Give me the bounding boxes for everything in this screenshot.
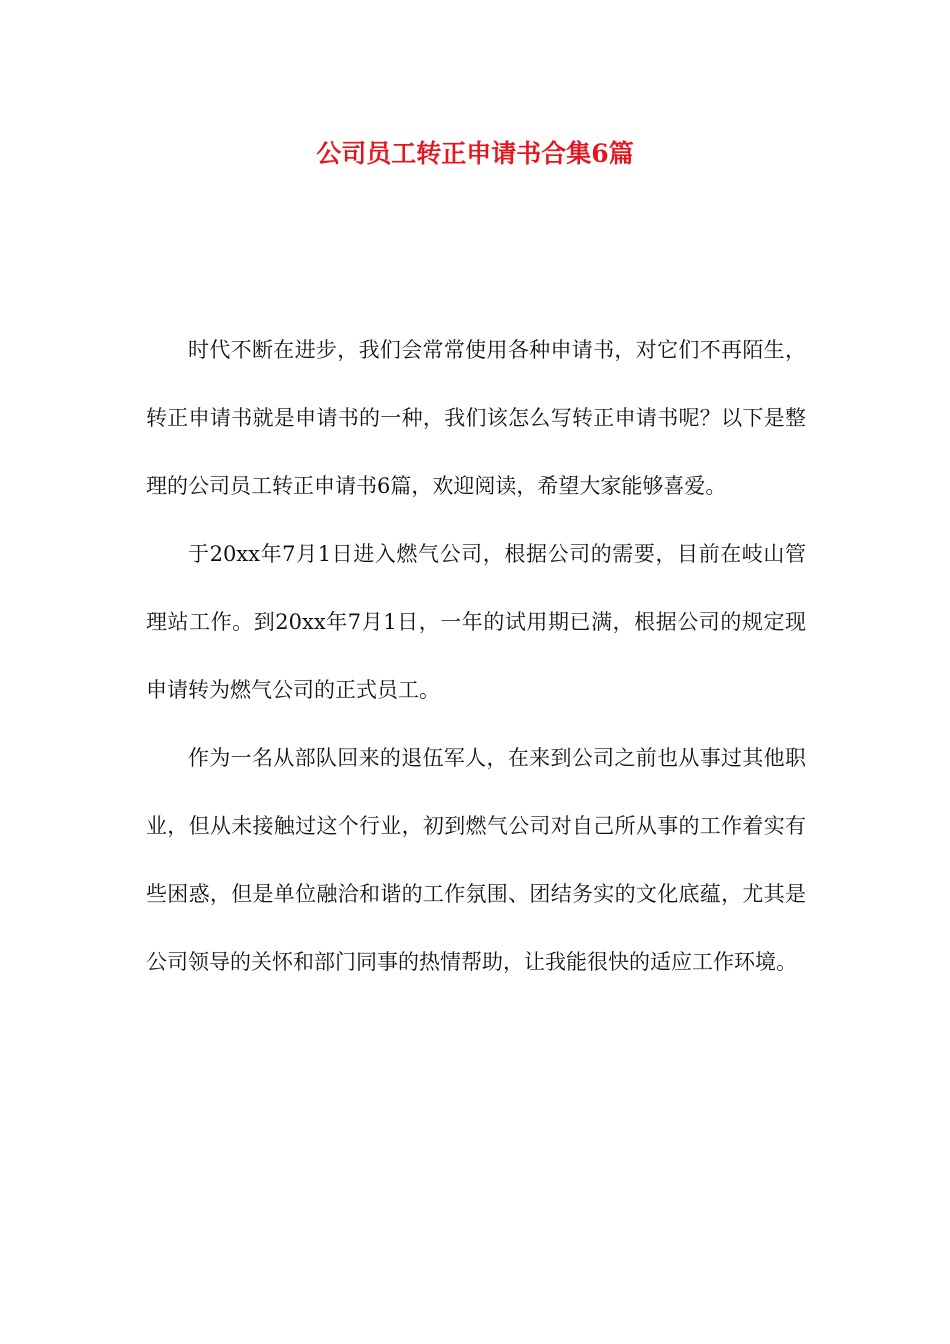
document-title: 公司员工转正申请书合集6篇 <box>316 139 634 168</box>
document-body <box>146 316 806 996</box>
paragraph-experience: 作为一名从部队回来的退伍军人，在来到公司之前也从事过其他职业，但从未接触过这个行业，初到燃气公司对自己所从事的工作着实有些困惑，但是单位融洽和谐的工作氛围、团结务实的文化底蕴，尤其是公司领导的关怀和部门同事的热情帮助，让我能很快的适应工作环境。 <box>146 746 806 974</box>
paragraph-intro: 时代不断在进步，我们会常常使用各种申请书，对它们不再陌生，转正申请书就是申请书的一种，我们该怎么写转正申请书呢？以下是整理的公司员工转正申请书6篇，欢迎阅读，希望大家能够喜爱。 <box>146 338 806 498</box>
paragraph-entry: 于20xx年7月1日进入燃气公司，根据公司的需要，目前在岐山管理站工作。到20xx年7月1日，一年的试用期已满，根据公司的规定现申请转为燃气公司的正式员工。 <box>146 542 806 702</box>
